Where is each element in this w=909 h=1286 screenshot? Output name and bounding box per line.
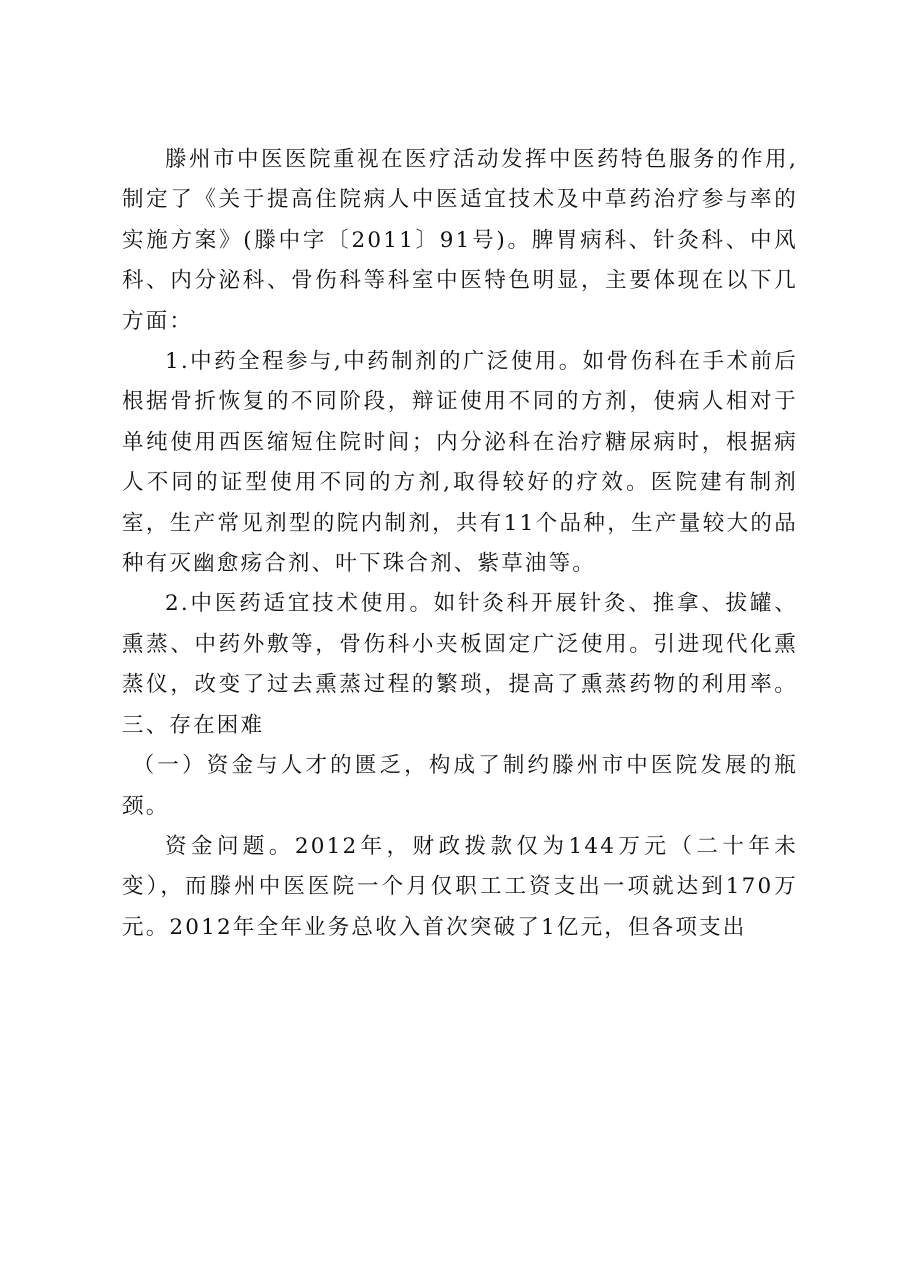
document-page — [122, 140, 798, 948]
paragraph-section-1: （一）资金与人才的匮乏，构成了制约滕州市中医院发展的瓶颈。 — [122, 753, 798, 819]
paragraph-funding: 资金问题。2012年，财政拨款仅为144万元（二十年未变），而滕州中医医院一个月仅职工工资支出一项就达到170万元。2012年全年业务总收入首次突破了1亿元，但各项支出 — [122, 833, 798, 940]
paragraph-item-2: 2.中医药适宜技术使用。如针灸科开展针灸、推拿、拔罐、熏蒸、中药外敷等，骨伤科小夹板固定广泛使用。引进现代化熏蒸仪，改变了过去熏蒸过程的繁琐，提高了熏蒸药物的利用率。三、存在困难 — [122, 591, 798, 738]
paragraph-intro: 滕州市中医医院重视在医疗活动发挥中医药特色服务的作用,制定了《关于提高住院病人中医适宜技术及中草药治疗参与率的实施方案》(滕中字〔2011〕91号)。脾胃病科、针灸科、中风科、内分泌科、骨伤科等科室中医特色明显，主要体现在以下几方面： — [122, 147, 798, 334]
paragraph-item-1: 1.中药全程参与,中药制剂的广泛使用。如骨伤科在手术前后根据骨折恢复的不同阶段，辩证使用不同的方剂，使病人相对于单纯使用西医缩短住院时间；内分泌科在治疗糖尿病时，根据病人不同的证型使用不同的方剂,取得较好的疗效。医院建有制剂室，生产常见剂型的院内制剂，共有11个品种，生产量较大的品种有灭幽愈疡合剂、叶下珠合剂、紫草油等。 — [122, 349, 798, 577]
